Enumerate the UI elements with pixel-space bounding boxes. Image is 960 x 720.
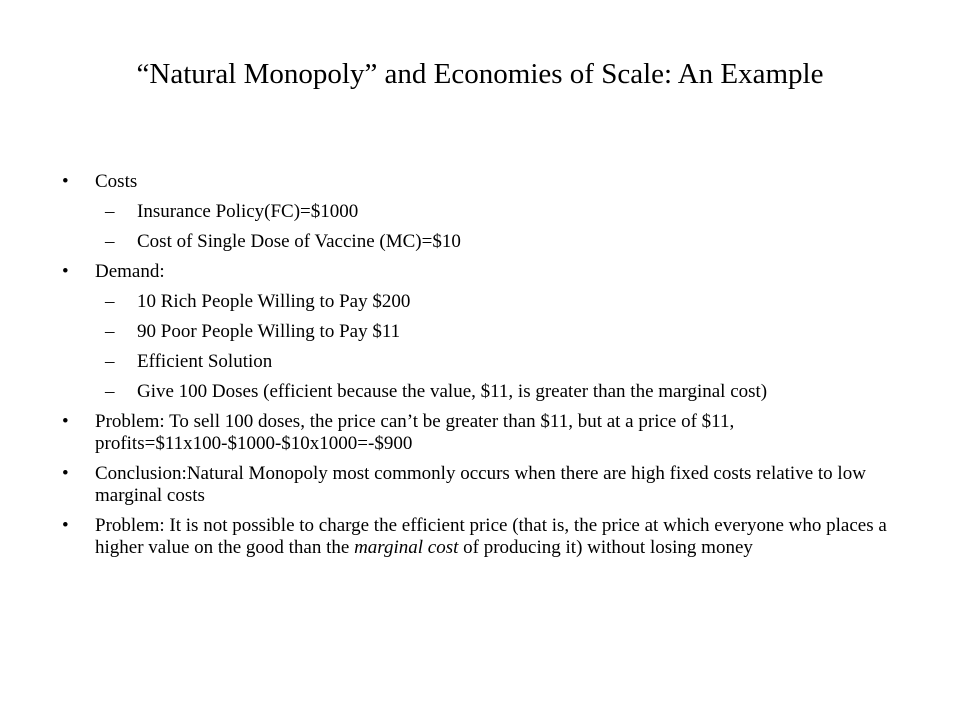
sub-bullet-efficient-solution [62, 351, 892, 373]
text-segment: Problem: It is not possible to charge the efficient price (that is, the price at which everyone who places a higher value on the good than the [95, 515, 887, 558]
sub-bullet-text: Efficient Solution [137, 351, 273, 372]
bullet-problem-efficient-price [62, 515, 892, 559]
bullet-icon: • [62, 261, 69, 282]
bullet-text: Conclusion:Natural Monopoly most commonly occurs when there are high fixed costs relative to low marginal costs [95, 463, 866, 506]
dash-icon: – [105, 381, 115, 402]
sub-bullet-text: 90 Poor People Willing to Pay $11 [137, 321, 401, 342]
sub-bullet-give-doses [62, 381, 892, 403]
bullet-text [95, 515, 887, 558]
bullet-icon: • [62, 515, 69, 536]
sub-bullet-text: Insurance Policy(FC)=$1000 [137, 201, 359, 222]
bullet-icon: • [62, 171, 69, 192]
sub-bullet-text: Cost of Single Dose of Vaccine (MC)=$10 [137, 231, 461, 252]
dash-icon: – [105, 351, 115, 372]
sub-bullet-poor-people [62, 321, 892, 343]
dash-icon: – [105, 321, 115, 342]
sub-bullet-fixed-cost [62, 201, 892, 223]
slide-title: “Natural Monopoly” and Economies of Scale: An Example [136, 58, 824, 90]
sub-bullet-text: 10 Rich People Willing to Pay $200 [137, 291, 411, 312]
dash-icon: – [105, 231, 115, 252]
bullet-text: Problem: To sell 100 doses, the price can’t be greater than $11, but at a price of $11, profits=$11x100-$1000-$10x1000=-$900 [95, 411, 735, 454]
bullet-costs [62, 171, 892, 193]
bullet-icon: • [62, 411, 69, 432]
dash-icon: – [105, 201, 115, 222]
bullet-text: Costs [95, 171, 138, 192]
bullet-demand [62, 261, 892, 283]
dash-icon: – [105, 291, 115, 312]
sub-bullet-rich-people [62, 291, 892, 313]
bullet-problem-price [62, 411, 892, 455]
sub-bullet-text: Give 100 Doses (efficient because the value, $11, is greater than the marginal cost) [137, 381, 768, 402]
text-segment: of producing it) without losing money [458, 537, 753, 558]
marginal-cost-emphasis: marginal cost [354, 537, 459, 558]
bullet-icon: • [62, 463, 69, 484]
bullet-conclusion [62, 463, 892, 507]
slide-body [62, 171, 892, 567]
sub-bullet-marginal-cost [62, 231, 892, 253]
bullet-text: Demand: [95, 261, 165, 282]
